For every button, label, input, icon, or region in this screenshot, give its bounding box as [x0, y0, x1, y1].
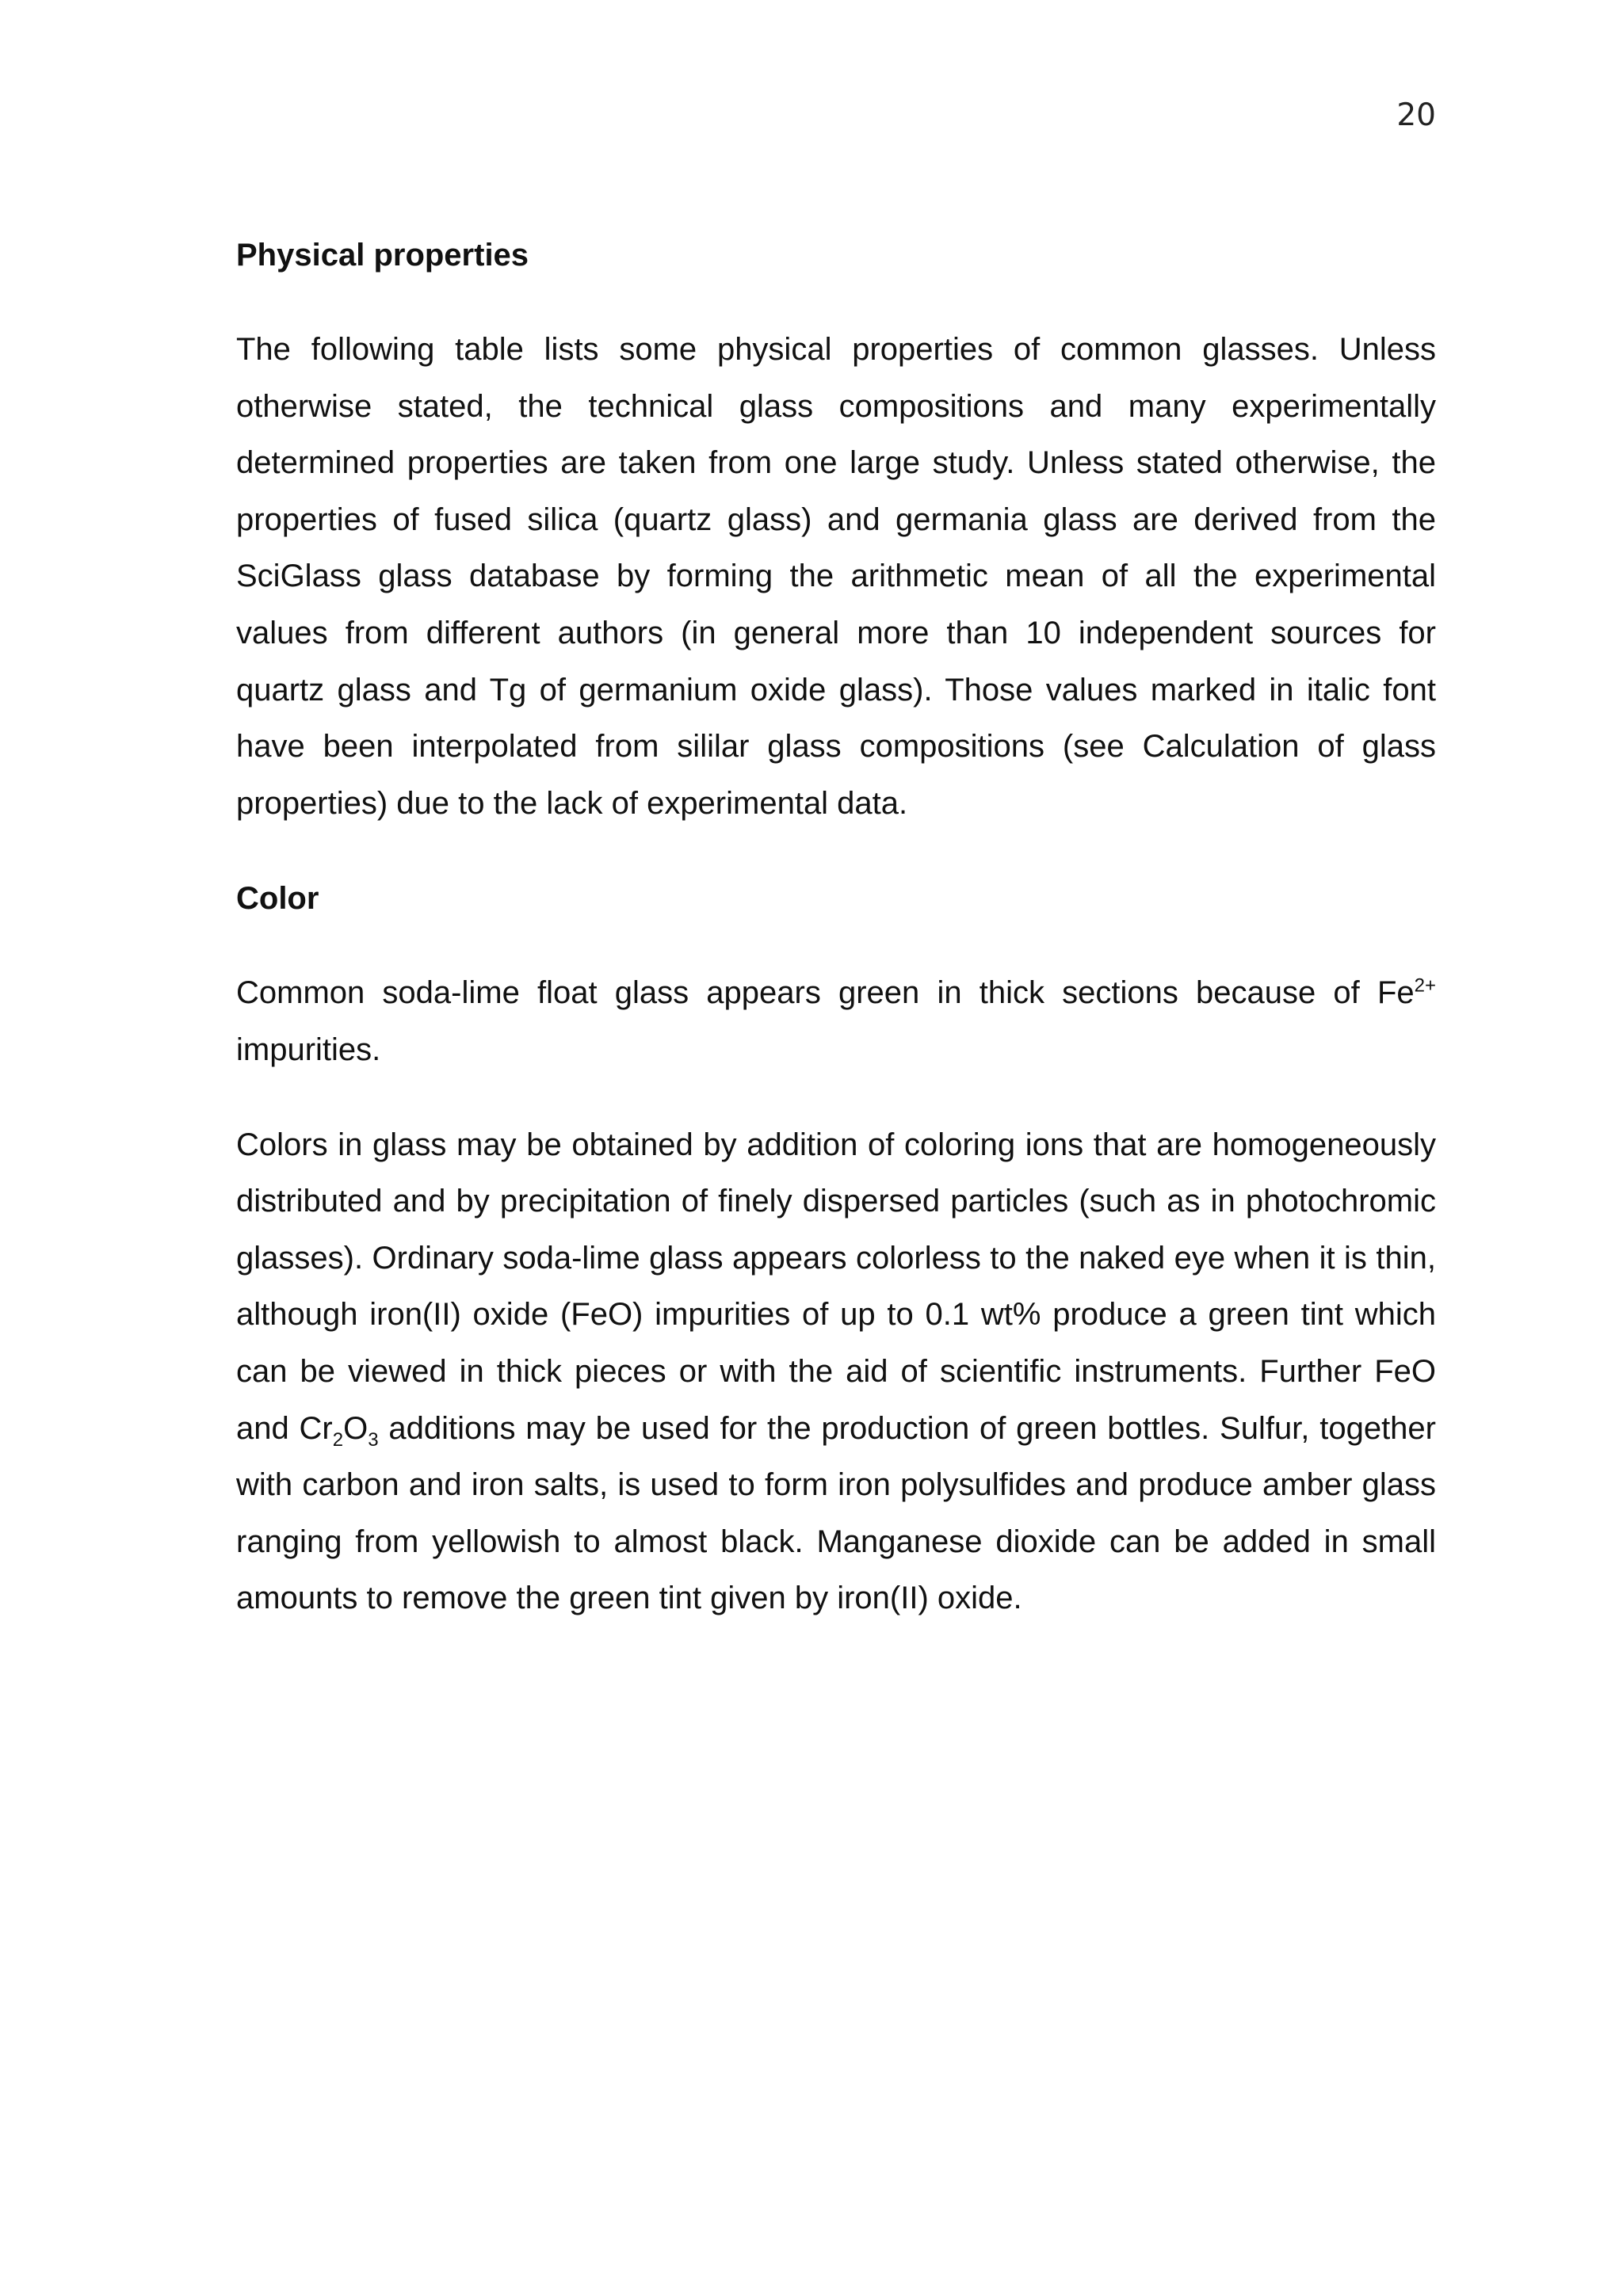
- text-fragment: Colors in glass may be obtained by addition of coloring ions that are homogeneously distributed and by precipitation of finely dispersed particles (such as in photochromic glasses). Ordinary soda-lime glass appears colorless to the naked eye when it is thin, although iron(II) oxide (FeO) impurities of up to 0.1 wt% produce a green tint which can be viewed in thick pieces or with the aid of scientific instruments. Further FeO and Cr: [236, 1127, 1436, 1446]
- paragraph-color-intro: [236, 965, 1436, 1078]
- text-fragment: O: [343, 1410, 369, 1446]
- subscript-number: 2: [332, 1428, 344, 1451]
- superscript-charge: 2+: [1414, 975, 1436, 997]
- page-number: 20: [1396, 97, 1436, 133]
- section-heading-physical-properties: Physical properties: [236, 238, 529, 273]
- document-body: [236, 227, 1436, 1627]
- subscript-number: 3: [368, 1428, 379, 1451]
- text-fragment: Common soda-lime float glass appears green in thick sections because of Fe: [236, 975, 1415, 1011]
- section-heading-color: Color: [236, 881, 319, 917]
- text-fragment: additions may be used for the production of green bottles. Sulfur, together with carbon and iron salts, is used to form iron polysulfides and produce amber glass ranging from yellowish to almost black. Manganese dioxide can be added in small amounts to remove the green tint given by iron(II) oxide.: [236, 1410, 1436, 1616]
- text-fragment: impurities.: [236, 1032, 381, 1067]
- paragraph-physical-properties: The following table lists some physical properties of common glasses. Unless otherwise stated, the technical glass compositions and many experimentally determined properties are taken from one large study. Unless stated otherwise, the properties of fused silica (quartz glass) and germania glass are derived from the SciGlass glass database by forming the arithmetic mean of all the experimental values from different authors (in general more than 10 independent sources for quartz glass and Tg of germanium oxide glass). Those values marked in italic font have been interpolated from sililar glass compositions (see Calculation of glass properties) due to the lack of experimental data.: [236, 332, 1436, 821]
- paragraph-color-details: [236, 1117, 1436, 1627]
